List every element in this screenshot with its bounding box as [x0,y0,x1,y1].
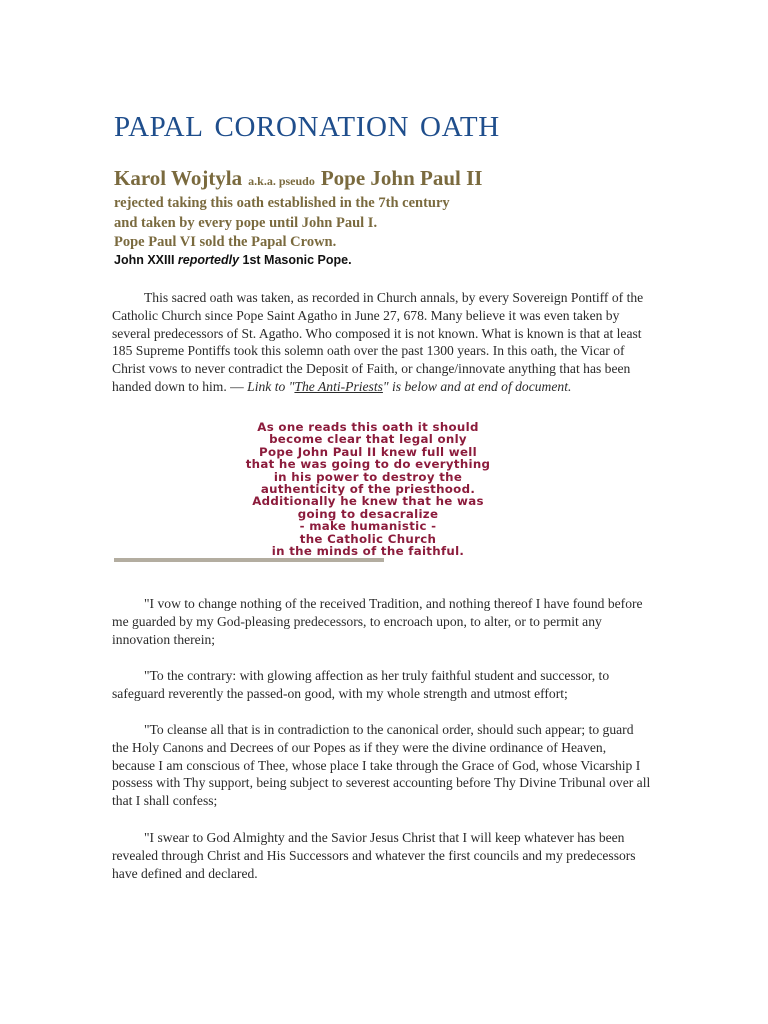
graphic-line-4: that he was going to do everything [245,457,491,472]
page-title [114,111,500,144]
subtitle-name: Karol Wojtyla [114,166,243,190]
vow-paragraph-4: "I swear to God Almighty and the Savior Jesus Christ that I will keep whatever has been revealed through Christ and His Successors and whatever the first councils and my predecessors have defined and declared. [112,830,636,881]
intro-text: This sacred oath was taken, as recorded in Church annals, by every Sovereign Pontiff of the Catholic Church since Pope Saint Agatho in June 27, 678. Many believe it was even taken by several predecessors of St. Agatho. Who composed it is not known. What is known is that at least 185 Supreme Pontiffs took this solemn oath over the past 1300 years. In this oath, the Vicar of Christ vows to never contradict the Deposit of Faith, or change/innovate anything that has been handed down to him. — [112,290,644,394]
graphic-line-8: going to desacralize [297,506,439,521]
title-word-coronation: CORONATION [214,111,410,143]
divider-rule [114,558,384,562]
gold-line-2: and taken by every pope until John Paul I. [114,214,378,231]
gold-line-3: Pope Paul VI sold the Papal Crown. [114,234,337,250]
masonic-emphasis: reportedly [177,253,240,267]
graphic-line-11: in the minds of the faithful. [271,544,465,559]
masonic-before: John XXIII [114,253,178,267]
subtitle-pope-name: Pope John Paul II [320,166,483,190]
vow-paragraph-2: "To the contrary: with glowing affection as her truly faithful student and successor, to safeguard reverently the passed-on good, with my whole strength and utmost effort; [112,668,610,701]
subtitle [114,166,482,191]
graphic-line-1: As one reads this oath it should [257,420,479,434]
masonic-after: 1st Masonic Pope. [239,253,352,267]
link-intro: Link to " [247,378,295,394]
graphic-line-2: become clear that legal only [269,432,467,447]
graphic-line-7: Additionally he knew that he was [252,494,484,509]
vow-paragraph-1: "I vow to change nothing of the received Tradition, and nothing thereof I have found before me guarded by my God-pleasing predecessors, to encroach upon, to alter, or to permit any innovation therein; [112,596,643,647]
title-word-papal: PAPAL [114,111,204,143]
graphic-line-6: authenticity of the priesthood. [260,482,476,497]
commentary-graphic [200,421,536,557]
graphic-line-5: in his power to destroy the [273,469,463,484]
gold-line-1: rejected taking this oath established in the 7th century [114,195,450,211]
graphic-line-10: the Catholic Church [299,531,437,546]
link-outro: " is below and at end of document. [382,378,572,394]
title-word-oath: OATH [420,111,500,143]
intro-paragraph [112,289,652,396]
subtitle-aka: a.k.a. pseudo [248,174,315,188]
masonic-line [114,253,352,267]
vow-paragraph-3: "To cleanse all that is in contradiction to the canonical order, should such appear; to guard the Holy Canons and Decrees of our Popes as if they were the divine ordinance of Heaven, because I am conscious of Thee, whose place I take through the Grace of God, whose Vicarship I possess with Thy support, being subject to severest accounting before Thy Divine Tribunal over all that I shall confess; [112,722,651,809]
anti-priests-link[interactable]: The Anti-Priests [294,378,383,394]
gold-lines [114,194,450,253]
graphic-line-9: - make humanistic - [299,519,437,534]
graphic-line-3: Pope John Paul II knew full well [259,444,477,459]
